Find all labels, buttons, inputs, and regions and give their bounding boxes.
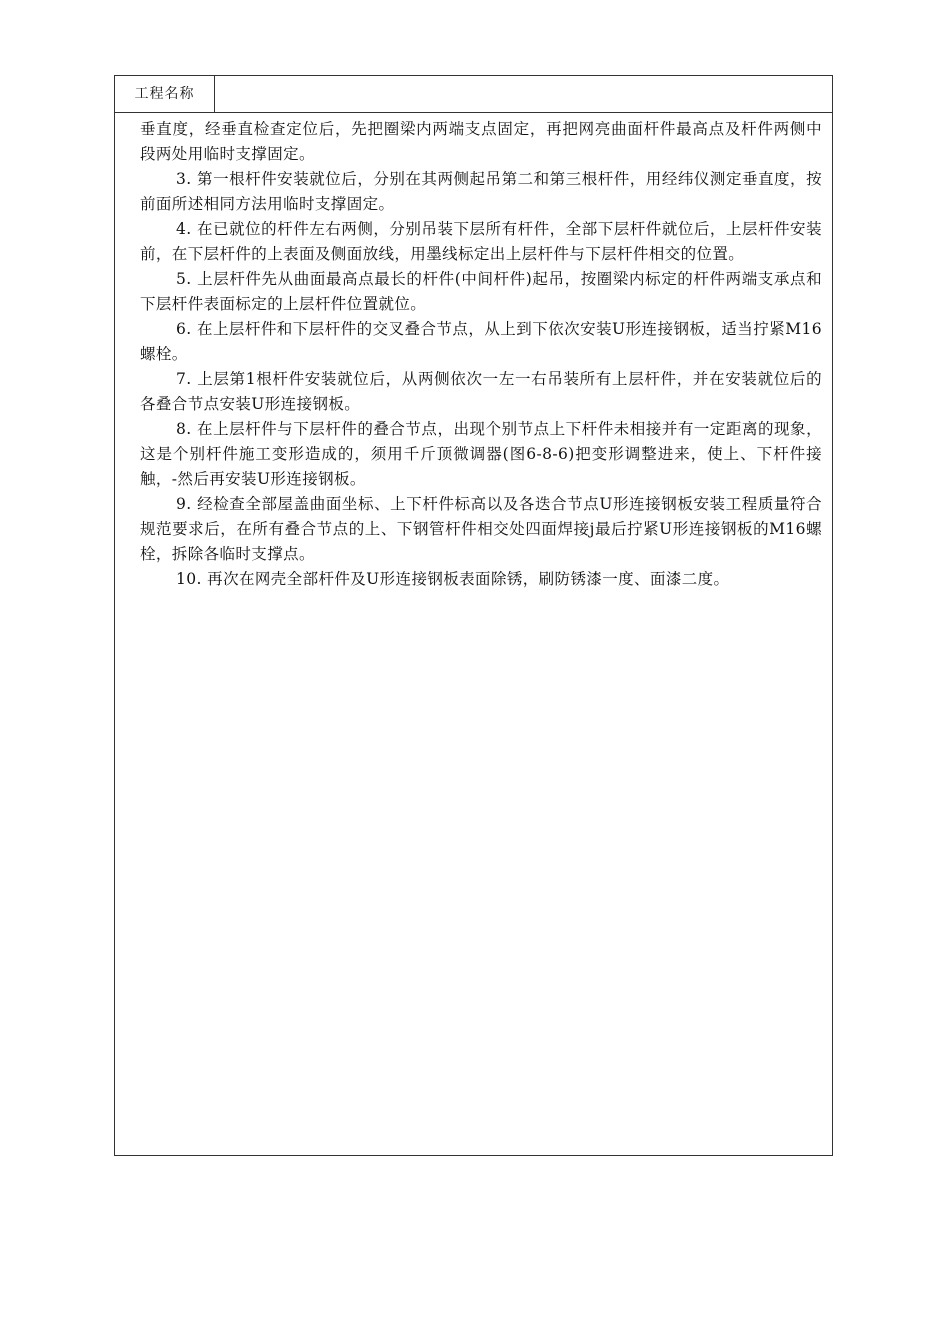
paragraph-step-7: 7. 上层第1根杆件安装就位后，从两侧依次一左一右吊装所有上层杆件，并在安装就位后的各叠合节点安装U形连接钢板。: [140, 370, 822, 413]
project-name-value: [215, 76, 832, 112]
paragraph-continuation: 垂直度，经垂直检查定位后，先把圈梁内两端支点固定，再把网亮曲面杆件最高点及杆件两侧中段两处用临时支撑固定。: [140, 120, 822, 163]
paragraph-step-4: 4. 在已就位的杆件左右两侧，分别吊装下层所有杆件，全部下层杆件就位后，上层杆件安装前，在下层杆件的上表面及侧面放线，用墨线标定出上层杆件与下层杆件相交的位置。: [140, 220, 822, 263]
paragraph-step-3: 3. 第一根杆件安装就位后，分别在其两侧起吊第二和第三根杆件，用经纬仪测定垂直度，按前面所述相同方法用临时支撑固定。: [140, 170, 822, 213]
paragraph-step-10: 10. 再次在网壳全部杆件及U形连接钢板表面除锈，刷防锈漆一度、面漆二度。: [176, 570, 730, 588]
paragraph-step-5: 5. 上层杆件先从曲面最高点最长的杆件(中间杆件)起吊，按圈梁内标定的杆件两端支承点和下层杆件表面标定的上层杆件位置就位。: [140, 270, 822, 313]
project-name-row: [115, 76, 832, 113]
construction-record-form: [114, 75, 833, 1156]
project-name-label: 工程名称: [115, 76, 215, 112]
paragraph-step-9: 9. 经检查全部屋盖曲面坐标、上下杆件标高以及各迭合节点U形连接钢板安装工程质量符合规范要求后，在所有叠合节点的上、下钢管杆件相交处四面焊接j最后拧紧U形连接钢板的M16螺栓，拆除各临时支撑点。: [140, 495, 822, 563]
paragraph-step-8: 8. 在上层杆件与下层杆件的叠合节点，出现个别节点上下杆件未相接并有一定距离的现象，这是个别杆件施工变形造成的，须用千斤顶微调器(图6-8-6)把变形调整进来，使上、下杆件接触，-然后再安装U形连接钢板。: [140, 420, 822, 488]
construction-steps-content: [115, 113, 832, 592]
paragraph-step-6: 6. 在上层杆件和下层杆件的交叉叠合节点，从上到下依次安装U形连接钢板，适当拧紧M16螺栓。: [140, 320, 822, 363]
